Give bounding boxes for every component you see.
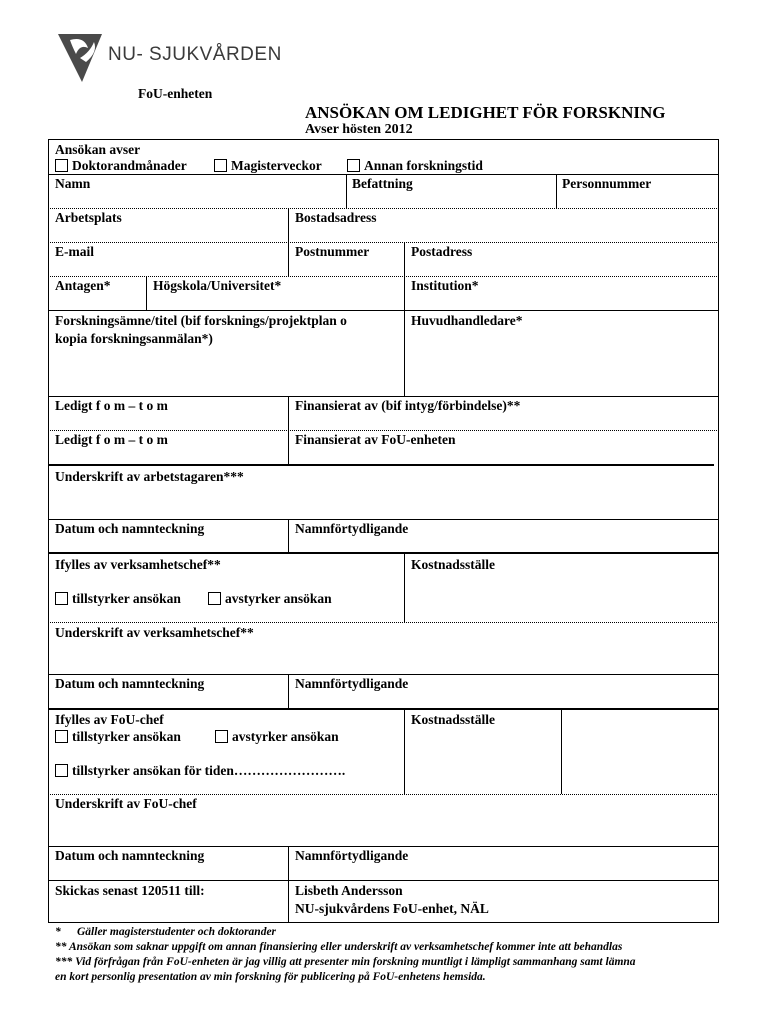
manager-section-heading: Ifylles av verksamhetschef** — [55, 557, 221, 572]
university-field[interactable]: Högskola/Universitet* — [153, 278, 282, 293]
other-checkbox[interactable] — [347, 159, 360, 172]
employee-date-signature-field[interactable]: Datum och namnteckning — [55, 521, 205, 536]
logo-text: NU- SJUKVÅRDEN — [108, 44, 282, 65]
position-field[interactable]: Befattning — [352, 176, 413, 191]
manager-reject-checkbox[interactable] — [208, 592, 221, 605]
manager-approve-label: tillstyrker ansökan — [72, 591, 181, 606]
leave-period-2-field[interactable]: Ledigt f o m – t o m — [55, 432, 168, 447]
home-address-field[interactable]: Bostadsadress — [295, 210, 377, 225]
fou-signature-field[interactable]: Underskrift av FoU-chef — [55, 796, 197, 811]
fou-cost-center-field[interactable]: Kostnadsställe — [411, 712, 496, 727]
fou-date-signature-field[interactable]: Datum och namnteckning — [55, 848, 205, 863]
fou-approve-period-checkbox[interactable] — [55, 764, 68, 777]
fou-approve-option[interactable] — [55, 729, 181, 745]
footnote-3-line2: en kort personlig presentation av min forskning för publicering på FoU-enhetens hemsida. — [55, 971, 486, 983]
master-checkbox[interactable] — [214, 159, 227, 172]
option-master[interactable] — [214, 158, 322, 174]
recipient-org: NU-sjukvårdens FoU-enhet, NÄL — [295, 901, 489, 916]
footnote-1-mark: * — [55, 926, 61, 938]
unit-name: FoU-enheten — [138, 86, 213, 101]
manager-reject-label: avstyrker ansökan — [225, 591, 332, 606]
applies-label: Ansökan avser — [55, 142, 141, 157]
doctoral-checkbox[interactable] — [55, 159, 68, 172]
logo-icon — [58, 32, 108, 84]
page-title: ANSÖKAN OM LEDIGHET FÖR FORSKNING — [305, 103, 666, 122]
recipient-name: Lisbeth Andersson — [295, 883, 403, 898]
main-supervisor-field[interactable]: Huvudhandledare* — [411, 313, 523, 328]
personal-number-field[interactable]: Personnummer — [562, 176, 652, 191]
workplace-field[interactable]: Arbetsplats — [55, 210, 122, 225]
fou-approve-period-label: tillstyrker ansökan för tiden……………………. — [72, 763, 346, 778]
institution-field[interactable]: Institution* — [411, 278, 479, 293]
financed-by-field[interactable]: Finansierat av (bif intyg/förbindelse)** — [295, 398, 521, 413]
fou-section-heading: Ifylles av FoU-chef — [55, 712, 164, 727]
doctoral-label: Doktorandmånader — [72, 158, 187, 173]
fou-reject-option[interactable] — [215, 729, 339, 745]
fou-approve-label: tillstyrker ansökan — [72, 729, 181, 744]
admitted-field[interactable]: Antagen* — [55, 278, 111, 293]
name-field[interactable]: Namn — [55, 176, 91, 191]
financed-by-fou-field[interactable]: Finansierat av FoU-enheten — [295, 432, 456, 447]
email-field[interactable]: E-mail — [55, 244, 94, 259]
other-label: Annan forskningstid — [364, 158, 483, 173]
fou-approve-checkbox[interactable] — [55, 730, 68, 743]
research-subject-field[interactable] — [55, 313, 347, 347]
manager-reject-option[interactable] — [208, 591, 332, 607]
manager-cost-center-field[interactable]: Kostnadsställe — [411, 557, 496, 572]
manager-approve-checkbox[interactable] — [55, 592, 68, 605]
employee-signature-field[interactable]: Underskrift av arbetstagaren*** — [55, 469, 244, 484]
fou-name-clarification-field[interactable]: Namnförtydligande — [295, 848, 409, 863]
research-subject-line1: Forskningsämne/titel (bif forsknings/projektplan o — [55, 313, 347, 328]
option-doctoral[interactable] — [55, 158, 187, 174]
leave-period-1-field[interactable]: Ledigt f o m – t o m — [55, 398, 168, 413]
footnote-1 — [55, 925, 276, 940]
postal-address-field[interactable]: Postadress — [411, 244, 473, 259]
fou-reject-checkbox[interactable] — [215, 730, 228, 743]
page-subtitle: Avser hösten 2012 — [305, 122, 413, 137]
master-label: Magisterveckor — [231, 158, 322, 173]
employee-name-clarification-field[interactable]: Namnförtydligande — [295, 521, 409, 536]
research-subject-line2: kopia forskningsanmälan*) — [55, 331, 213, 346]
manager-name-clarification-field[interactable]: Namnförtydligande — [295, 676, 409, 691]
manager-date-signature-field[interactable]: Datum och namnteckning — [55, 676, 205, 691]
send-deadline: Skickas senast 120511 till: — [55, 883, 205, 898]
fou-approve-period-option[interactable] — [55, 763, 345, 779]
fou-reject-label: avstyrker ansökan — [232, 729, 339, 744]
postal-code-field[interactable]: Postnummer — [295, 244, 370, 259]
footnote-2: ** Ansökan som saknar uppgift om annan finansiering eller underskrift av verksamhetschef kommer inte att behandlas — [55, 941, 623, 953]
footnote-1-text: Gäller magisterstudenter och doktorander — [77, 926, 277, 938]
manager-approve-option[interactable] — [55, 591, 181, 607]
footnote-3-line1: *** Vid förfrågan från FoU-enheten är jag villig att presenter min forskning muntligt i lämpligt sammanhang samt lämna — [55, 956, 636, 968]
option-other[interactable] — [347, 158, 483, 174]
manager-signature-field[interactable]: Underskrift av verksamhetschef** — [55, 625, 254, 640]
